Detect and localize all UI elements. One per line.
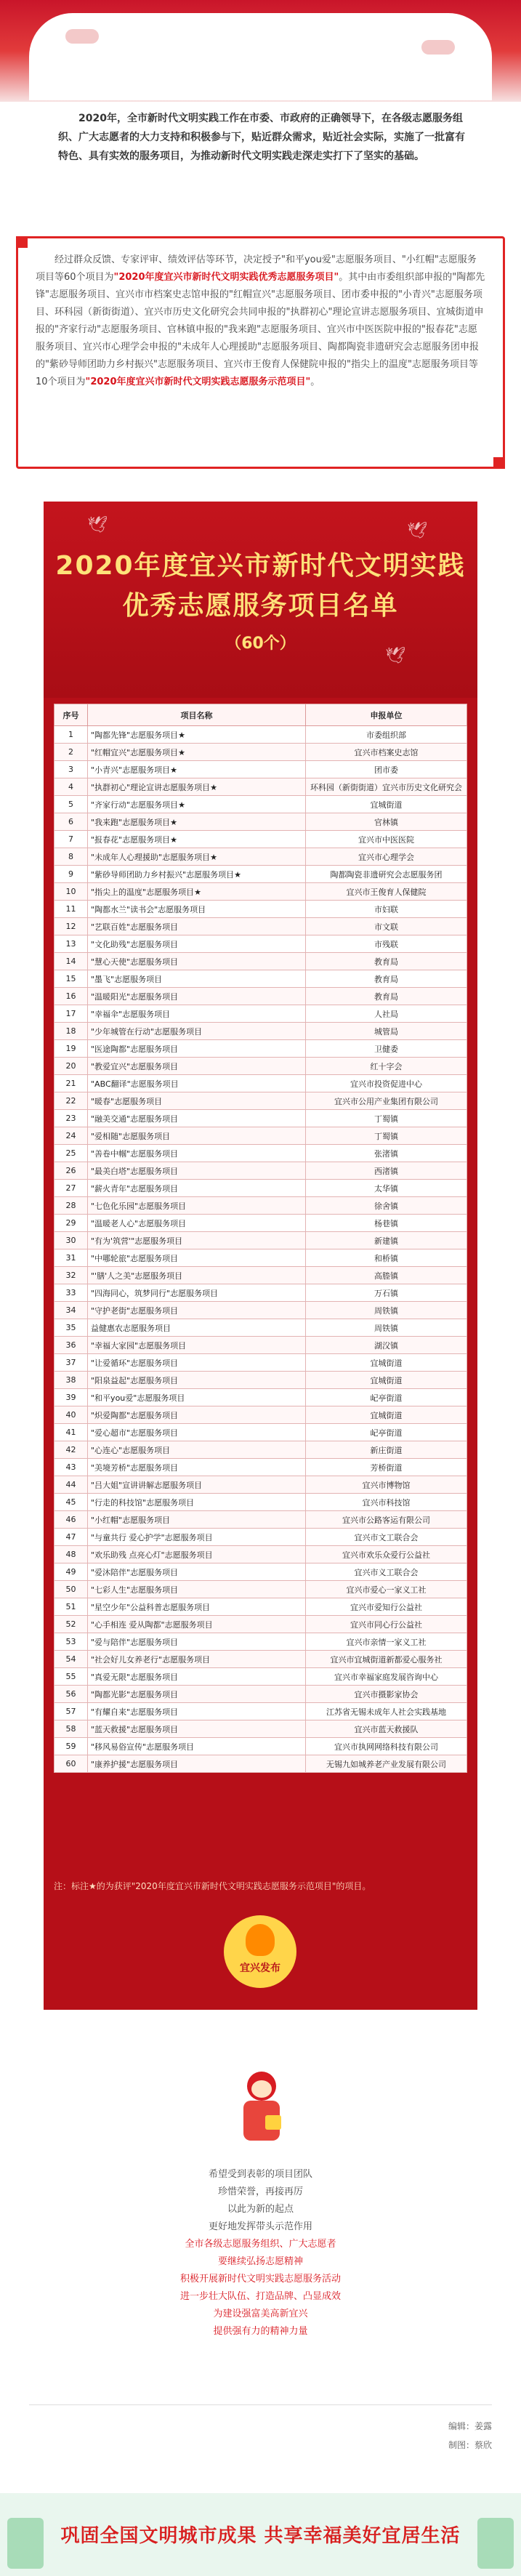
table-row	[54, 1249, 467, 1267]
table-row	[54, 1389, 467, 1406]
closing-line: 提供强有力的精神力量	[213, 2326, 308, 2337]
mascot-illustration	[236, 2072, 287, 2152]
closing-line: 珍惜荣誉，再接再厉	[217, 2186, 303, 2197]
row-unit: 丁蜀镇	[306, 1110, 467, 1127]
row-no: 46	[54, 1511, 88, 1529]
footer-banner	[0, 2493, 521, 2576]
row-project-name: "ABC翻译"志愿服务项目	[88, 1075, 306, 1092]
poster-count: （60个）	[225, 635, 296, 653]
table-row	[54, 1267, 467, 1284]
row-unit: 万石镇	[306, 1284, 467, 1302]
logo-text: 宜兴发布	[240, 1963, 280, 1974]
row-unit: 高塍镇	[306, 1267, 467, 1284]
row-project-name: "美境芳桥"志愿服务项目	[88, 1459, 306, 1476]
row-no: 4	[54, 778, 88, 796]
row-project-name: "有为'筑营'"志愿服务项目	[88, 1232, 306, 1249]
row-project-name: "善卷中帼"志愿服务项目	[88, 1145, 306, 1162]
row-no: 56	[54, 1686, 88, 1703]
closing-line: 为建设强富美高新宜兴	[213, 2309, 308, 2319]
row-project-name: "心连心"志愿服务项目	[88, 1441, 306, 1459]
row-no: 6	[54, 813, 88, 831]
intro-paragraph	[58, 109, 465, 166]
table-row	[54, 1040, 467, 1058]
evaluation-text-middle: 。其中由市委组织部申报的"陶都先锋"志愿服务项目、宜兴市市档案史志馆申报的"红帽宣兴"志愿服务项目、团市委申报的"小青兴"志愿服务项目、环科园（新街街道）、宜兴市历史文化研究会共同申报的"执群初心"理论宣讲志愿服务项目、宜城街道申报的"齐家行动"志愿服务项目、官林镇申报的"我来跑"志愿服务项目、宜兴市中医医院申报的"报春花"志愿服务项目、宜兴市心理学会申报的"未成年人心理援助"志愿服务项目、陶都陶瓷非遗研究会志愿服务团申报的"紫砂导师团助力乡村振兴"志愿服务项目、宜兴市王俊育人保健院申报的"指尖上的温度"志愿服务项目等10个项目为	[36, 272, 485, 387]
row-unit: 宜兴市中医医院	[306, 831, 467, 848]
row-no: 3	[54, 761, 88, 778]
cloud-decoration	[65, 29, 99, 44]
row-unit: 周铁镇	[306, 1302, 467, 1319]
row-no: 32	[54, 1267, 88, 1284]
row-project-name: "陶都水兰"读书会"志愿服务项目	[88, 901, 306, 918]
row-unit: 宜兴市博物馆	[306, 1476, 467, 1494]
row-project-name: "陶都光影"志愿服务项目	[88, 1686, 306, 1703]
row-project-name: "和平you爱"志愿服务项目	[88, 1389, 306, 1406]
row-no: 57	[54, 1703, 88, 1720]
row-project-name: "七色化乐园"志愿服务项目	[88, 1197, 306, 1215]
row-project-name: "温暖老人心"志愿服务项目	[88, 1215, 306, 1232]
row-unit: 太华镇	[306, 1180, 467, 1197]
table-row	[54, 1145, 467, 1162]
row-project-name: "少年城管在行动"志愿服务项目	[88, 1023, 306, 1040]
row-no: 59	[54, 1738, 88, 1755]
row-unit: 宜兴市科技馆	[306, 1494, 467, 1511]
row-unit: 周铁镇	[306, 1319, 467, 1337]
footer-slogan: 巩固全国文明城市成果 共享幸福美好宜居生活	[60, 2525, 461, 2547]
table-row	[54, 1162, 467, 1180]
closing-line: 更好地发挥带头示范作用	[208, 2221, 312, 2232]
table-row	[54, 1441, 467, 1459]
table-row	[54, 1302, 467, 1319]
table-row	[54, 988, 467, 1005]
row-unit: 市委组织部	[306, 726, 467, 744]
row-project-name: "执群初心"理论宣讲志愿服务项目★	[88, 778, 306, 796]
table-row	[54, 866, 467, 883]
row-no: 24	[54, 1127, 88, 1145]
table-row	[54, 1075, 467, 1092]
row-unit: 宜兴市欢乐众爱行公益社	[306, 1546, 467, 1563]
row-no: 26	[54, 1162, 88, 1180]
row-project-name: "艺联百姓"志愿服务项目	[88, 918, 306, 935]
credit-editor: 编辑：姜露	[448, 2421, 492, 2431]
row-unit: 市文联	[306, 918, 467, 935]
row-project-name: "墨飞"志愿服务项目	[88, 970, 306, 988]
row-no: 11	[54, 901, 88, 918]
row-project-name: "爱沐陪伴"志愿服务项目	[88, 1563, 306, 1581]
row-project-name: "真爱无限"志愿服务项目	[88, 1668, 306, 1686]
row-no: 45	[54, 1494, 88, 1511]
table-row	[54, 1110, 467, 1127]
header-project-name: 项目名称	[88, 704, 306, 726]
table-row	[54, 1581, 467, 1598]
table-row	[54, 970, 467, 988]
row-no: 41	[54, 1424, 88, 1441]
row-no: 19	[54, 1040, 88, 1058]
row-unit: 宜兴市同心行公益社	[306, 1616, 467, 1633]
row-project-name: "七彩人生"志愿服务项目	[88, 1581, 306, 1598]
table-row	[54, 1406, 467, 1424]
row-unit: 宜兴市投资促进中心	[306, 1075, 467, 1092]
credit-producer: 制图：蔡欣	[448, 2440, 492, 2450]
row-no: 33	[54, 1284, 88, 1302]
row-project-name: "让爱循环"志愿服务项目	[88, 1354, 306, 1372]
row-no: 5	[54, 796, 88, 813]
closing-message	[0, 2166, 521, 2340]
row-unit: 卫健委	[306, 1040, 467, 1058]
row-unit: 宜兴市爱心一家义工社	[306, 1581, 467, 1598]
mascot-face	[251, 2080, 272, 2098]
row-no: 43	[54, 1459, 88, 1476]
row-unit: 宜城街道	[306, 1354, 467, 1372]
credits-divider	[29, 2404, 492, 2405]
evaluation-box	[16, 236, 505, 469]
table-row	[54, 1668, 467, 1686]
row-unit: 杨巷镇	[306, 1215, 467, 1232]
row-project-name: "炽爱陶都"志愿服务项目	[88, 1406, 306, 1424]
row-project-name: "融美交通"志愿服务项目	[88, 1110, 306, 1127]
row-project-name: "'膳'人之美"志愿服务项目	[88, 1267, 306, 1284]
table-row	[54, 1703, 467, 1720]
row-project-name: "四海同心，筑梦同行"志愿服务项目	[88, 1284, 306, 1302]
table-row	[54, 1546, 467, 1563]
table-row	[54, 1127, 467, 1145]
poster-header	[44, 502, 477, 698]
row-no: 17	[54, 1005, 88, 1023]
row-unit: 屺亭街道	[306, 1389, 467, 1406]
closing-line: 全市各级志愿服务组织、广大志愿者	[185, 2239, 336, 2250]
row-project-name: "幸福大家园"志愿服务项目	[88, 1337, 306, 1354]
row-unit: 宜城街道	[306, 1372, 467, 1389]
row-no: 40	[54, 1406, 88, 1424]
row-project-name: "报春花"志愿服务项目★	[88, 831, 306, 848]
dove-icon: 🕊	[407, 522, 427, 540]
corner-decoration	[493, 457, 505, 469]
top-arch-frame	[29, 13, 492, 100]
row-project-name: "红帽宜兴"志愿服务项目★	[88, 744, 306, 761]
evaluation-paragraph	[18, 238, 503, 404]
table-row	[54, 1372, 467, 1389]
row-project-name: "未成年人心理援助"志愿服务项目★	[88, 848, 306, 866]
row-project-name: "与童共行 爱心护学"志愿服务项目	[88, 1529, 306, 1546]
pagoda-icon	[477, 2518, 514, 2569]
row-no: 14	[54, 953, 88, 970]
closing-line: 以此为新的起点	[227, 2204, 294, 2215]
row-project-name: "社会好儿女养老行"志愿服务项目	[88, 1651, 306, 1668]
row-no: 25	[54, 1145, 88, 1162]
poster-title-line2: 优秀志愿服务项目名单	[122, 591, 399, 621]
closing-line: 要继续弘扬志愿精神	[217, 2256, 303, 2267]
table-row	[54, 1424, 467, 1441]
row-unit: 宜兴市档案史志馆	[306, 744, 467, 761]
row-no: 13	[54, 935, 88, 953]
row-project-name: "爱心超市"志愿服务项目	[88, 1424, 306, 1441]
table-row	[54, 1232, 467, 1249]
row-unit: 宜兴市王俊育人保健院	[306, 883, 467, 901]
row-project-name: "薪火青年"志愿服务项目	[88, 1180, 306, 1197]
row-unit: 宜兴市亲情一家义工社	[306, 1633, 467, 1651]
row-project-name: "小红帽"志愿服务项目	[88, 1511, 306, 1529]
row-project-name: "阳泉益起"志愿服务项目	[88, 1372, 306, 1389]
table-row	[54, 1563, 467, 1581]
table-row	[54, 1529, 467, 1546]
row-no: 29	[54, 1215, 88, 1232]
row-project-name: "幸福伞"志愿服务项目	[88, 1005, 306, 1023]
row-unit: 宜城街道	[306, 1406, 467, 1424]
row-unit: 市残联	[306, 935, 467, 953]
row-unit: 陶都陶瓷非遗研究会志愿服务团	[306, 866, 467, 883]
table-row	[54, 1284, 467, 1302]
row-unit: 宜兴市摄影家协会	[306, 1686, 467, 1703]
table-row	[54, 1058, 467, 1075]
row-unit: 官林镇	[306, 813, 467, 831]
row-unit: 红十字会	[306, 1058, 467, 1075]
table-body	[54, 726, 467, 1773]
row-no: 34	[54, 1302, 88, 1319]
row-no: 16	[54, 988, 88, 1005]
table-row	[54, 1476, 467, 1494]
row-unit: 宜兴市公用产业集团有限公司	[306, 1092, 467, 1110]
row-no: 39	[54, 1389, 88, 1406]
table-row	[54, 883, 467, 901]
row-project-name: 益健惠农志愿服务项目	[88, 1319, 306, 1337]
row-no: 54	[54, 1651, 88, 1668]
row-no: 27	[54, 1180, 88, 1197]
row-no: 31	[54, 1249, 88, 1267]
row-unit: 宜兴市公路客运有限公司	[306, 1511, 467, 1529]
row-project-name: "移风易俗宣传"志愿服务项目	[88, 1738, 306, 1755]
table-row	[54, 1755, 467, 1773]
table-row	[54, 1720, 467, 1738]
table-row	[54, 848, 467, 866]
row-no: 49	[54, 1563, 88, 1581]
table-row	[54, 1337, 467, 1354]
table-header-row	[54, 704, 467, 726]
project-table-wrapper	[54, 704, 467, 1773]
row-unit: 宜兴市心理学会	[306, 848, 467, 866]
row-no: 55	[54, 1668, 88, 1686]
row-unit: 人社局	[306, 1005, 467, 1023]
row-project-name: "欢乐助残 点亮心灯"志愿服务项目	[88, 1546, 306, 1563]
row-no: 53	[54, 1633, 88, 1651]
row-unit: 江苏省无锡未成年人社会实践基地	[306, 1703, 467, 1720]
evaluation-text-end: 。	[310, 377, 320, 387]
table-row	[54, 778, 467, 796]
row-unit: 城管局	[306, 1023, 467, 1040]
project-table	[54, 704, 467, 1773]
row-no: 44	[54, 1476, 88, 1494]
corner-decoration	[16, 236, 28, 248]
row-no: 30	[54, 1232, 88, 1249]
row-unit: 宜兴市蓝天救援队	[306, 1720, 467, 1738]
row-no: 58	[54, 1720, 88, 1738]
row-no: 1	[54, 726, 88, 744]
table-row	[54, 1092, 467, 1110]
table-row	[54, 1686, 467, 1703]
table-row	[54, 1319, 467, 1337]
row-project-name: "星空少年"公益科普志愿服务项目	[88, 1598, 306, 1616]
row-no: 22	[54, 1092, 88, 1110]
row-no: 42	[54, 1441, 88, 1459]
evaluation-highlight-demo: "2020年度宜兴市新时代文明实践志愿服务示范项目"	[85, 377, 311, 387]
cloud-decoration	[421, 40, 455, 55]
dove-icon: 🕊	[385, 647, 405, 665]
row-project-name: "医途陶都"志愿服务项目	[88, 1040, 306, 1058]
row-no: 8	[54, 848, 88, 866]
yixing-release-logo	[224, 1915, 296, 1988]
header-no: 序号	[54, 704, 88, 726]
row-project-name: "中哪轮旅"志愿服务项目	[88, 1249, 306, 1267]
table-row	[54, 935, 467, 953]
table-row	[54, 953, 467, 970]
closing-line: 积极开展新时代文明实践志愿服务活动	[179, 2274, 341, 2285]
row-unit: 教育局	[306, 988, 467, 1005]
row-no: 23	[54, 1110, 88, 1127]
table-row	[54, 1354, 467, 1372]
table-row	[54, 1197, 467, 1215]
row-project-name: "指尖上的温度"志愿服务项目★	[88, 883, 306, 901]
row-project-name: "最美白塔"志愿服务项目	[88, 1162, 306, 1180]
table-row	[54, 918, 467, 935]
row-no: 51	[54, 1598, 88, 1616]
row-unit: 环科园（新街街道）宜兴市历史文化研究会	[306, 778, 467, 796]
row-project-name: "爱相随"志愿服务项目	[88, 1127, 306, 1145]
row-unit: 团市委	[306, 761, 467, 778]
row-unit: 宜兴市义工联合会	[306, 1563, 467, 1581]
table-row	[54, 1738, 467, 1755]
intro-text: 2020年，全市新时代文明实践工作在市委、市政府的正确领导下，在各级志愿服务组织、广大志愿者的大力支持和积极参与下，贴近群众需求，贴近社会实际，实施了一批富有特色、具有实效的服务项目，为推动新时代文明实践走深走实打下了坚实的基础。	[58, 113, 465, 162]
row-unit: 宜兴市宜城街道新都爱心服务社	[306, 1651, 467, 1668]
row-unit: 西渚镇	[306, 1162, 467, 1180]
row-project-name: "紫砂导师团助力乡村振兴"志愿服务项目★	[88, 866, 306, 883]
row-no: 21	[54, 1075, 88, 1092]
row-no: 60	[54, 1755, 88, 1773]
row-unit: 宜兴市执网网络科技有限公司	[306, 1738, 467, 1755]
row-no: 48	[54, 1546, 88, 1563]
table-row	[54, 1215, 467, 1232]
table-row	[54, 831, 467, 848]
row-project-name: "我来跑"志愿服务项目★	[88, 813, 306, 831]
row-project-name: "教爱宜兴"志愿服务项目	[88, 1058, 306, 1075]
row-unit: 教育局	[306, 953, 467, 970]
table-row	[54, 726, 467, 744]
poster-title-line1: 2020年度宜兴市新时代文明实践	[55, 551, 466, 581]
row-unit: 新庄街道	[306, 1441, 467, 1459]
row-unit: 市妇联	[306, 901, 467, 918]
row-no: 12	[54, 918, 88, 935]
row-unit: 宜兴市文工联合会	[306, 1529, 467, 1546]
row-project-name: "心手相连 爱从陶都"志愿服务项目	[88, 1616, 306, 1633]
row-project-name: "暖春"志愿服务项目	[88, 1092, 306, 1110]
row-no: 10	[54, 883, 88, 901]
row-project-name: "陶都先锋"志愿服务项目★	[88, 726, 306, 744]
table-row	[54, 1633, 467, 1651]
table-row	[54, 761, 467, 778]
row-project-name: "慧心天使"志愿服务项目	[88, 953, 306, 970]
table-row	[54, 1494, 467, 1511]
table-row	[54, 1598, 467, 1616]
row-unit: 和桥镇	[306, 1249, 467, 1267]
row-project-name: "蓝天救援"志愿服务项目	[88, 1720, 306, 1738]
row-no: 37	[54, 1354, 88, 1372]
table-row	[54, 1616, 467, 1633]
closing-line: 希望受到表彰的项目团队	[208, 2169, 312, 2180]
table-row	[54, 796, 467, 813]
table-row	[54, 1459, 467, 1476]
row-project-name: "小青兴"志愿服务项目★	[88, 761, 306, 778]
row-no: 52	[54, 1616, 88, 1633]
row-no: 38	[54, 1372, 88, 1389]
table-row	[54, 813, 467, 831]
row-no: 28	[54, 1197, 88, 1215]
row-no: 15	[54, 970, 88, 988]
row-project-name: "温暖阳光"志愿服务项目	[88, 988, 306, 1005]
credits	[448, 2417, 492, 2455]
row-no: 2	[54, 744, 88, 761]
row-unit: 湖㳇镇	[306, 1337, 467, 1354]
row-unit: 宜兴市幸福家庭发展咨询中心	[306, 1668, 467, 1686]
row-no: 50	[54, 1581, 88, 1598]
row-project-name: "康养护援"志愿服务项目	[88, 1755, 306, 1773]
row-unit: 徐舍镇	[306, 1197, 467, 1215]
table-row	[54, 1511, 467, 1529]
row-unit: 芳桥街道	[306, 1459, 467, 1476]
row-project-name: "爱与陪伴"志愿服务项目	[88, 1633, 306, 1651]
row-unit: 新建镇	[306, 1232, 467, 1249]
row-unit: 宜城街道	[306, 796, 467, 813]
row-no: 20	[54, 1058, 88, 1075]
row-project-name: "有耀自来"志愿服务项目	[88, 1703, 306, 1720]
row-no: 36	[54, 1337, 88, 1354]
row-no: 18	[54, 1023, 88, 1040]
row-project-name: "文化助残"志愿服务项目	[88, 935, 306, 953]
evaluation-text-before: 经过群众反馈、专家评审、绩效评估等环节，决定授予"和平you爱"志愿服务项目、"小红帽"志愿服务项目等60个项目为	[36, 254, 477, 283]
row-project-name: "行走的科技馆"志愿服务项目	[88, 1494, 306, 1511]
logo-mascot-icon	[246, 1924, 275, 1956]
row-no: 35	[54, 1319, 88, 1337]
table-row	[54, 1651, 467, 1668]
header-unit: 申报单位	[306, 704, 467, 726]
row-unit: 无锡九如城养老产业发展有限公司	[306, 1755, 467, 1773]
row-unit: 屺亭街道	[306, 1424, 467, 1441]
closing-line: 进一步壮大队伍、打造品牌、凸显成效	[179, 2291, 341, 2302]
row-unit: 张渚镇	[306, 1145, 467, 1162]
project-list-poster	[44, 502, 477, 2010]
table-row	[54, 1180, 467, 1197]
row-project-name: "吕大姐"宣讲讲解志愿服务项目	[88, 1476, 306, 1494]
poster-footnote: 注：标注★的为获评"2020年度宜兴市新时代文明实践志愿服务示范项目"的项目。	[54, 1881, 371, 1891]
row-unit: 宜兴市爱知行公益社	[306, 1598, 467, 1616]
row-unit: 教育局	[306, 970, 467, 988]
table-row	[54, 744, 467, 761]
table-row	[54, 1005, 467, 1023]
row-project-name: "守护老街"志愿服务项目	[88, 1302, 306, 1319]
row-no: 9	[54, 866, 88, 883]
evaluation-highlight-excellent: "2020年度宜兴市新时代文明实践优秀志愿服务项目"	[113, 272, 339, 283]
row-project-name: "齐家行动"志愿服务项目★	[88, 796, 306, 813]
dove-icon: 🕊	[87, 516, 108, 534]
table-row	[54, 901, 467, 918]
table-row	[54, 1023, 467, 1040]
mascot-bag-icon	[265, 2115, 281, 2130]
row-no: 47	[54, 1529, 88, 1546]
row-no: 7	[54, 831, 88, 848]
row-unit: 丁蜀镇	[306, 1127, 467, 1145]
